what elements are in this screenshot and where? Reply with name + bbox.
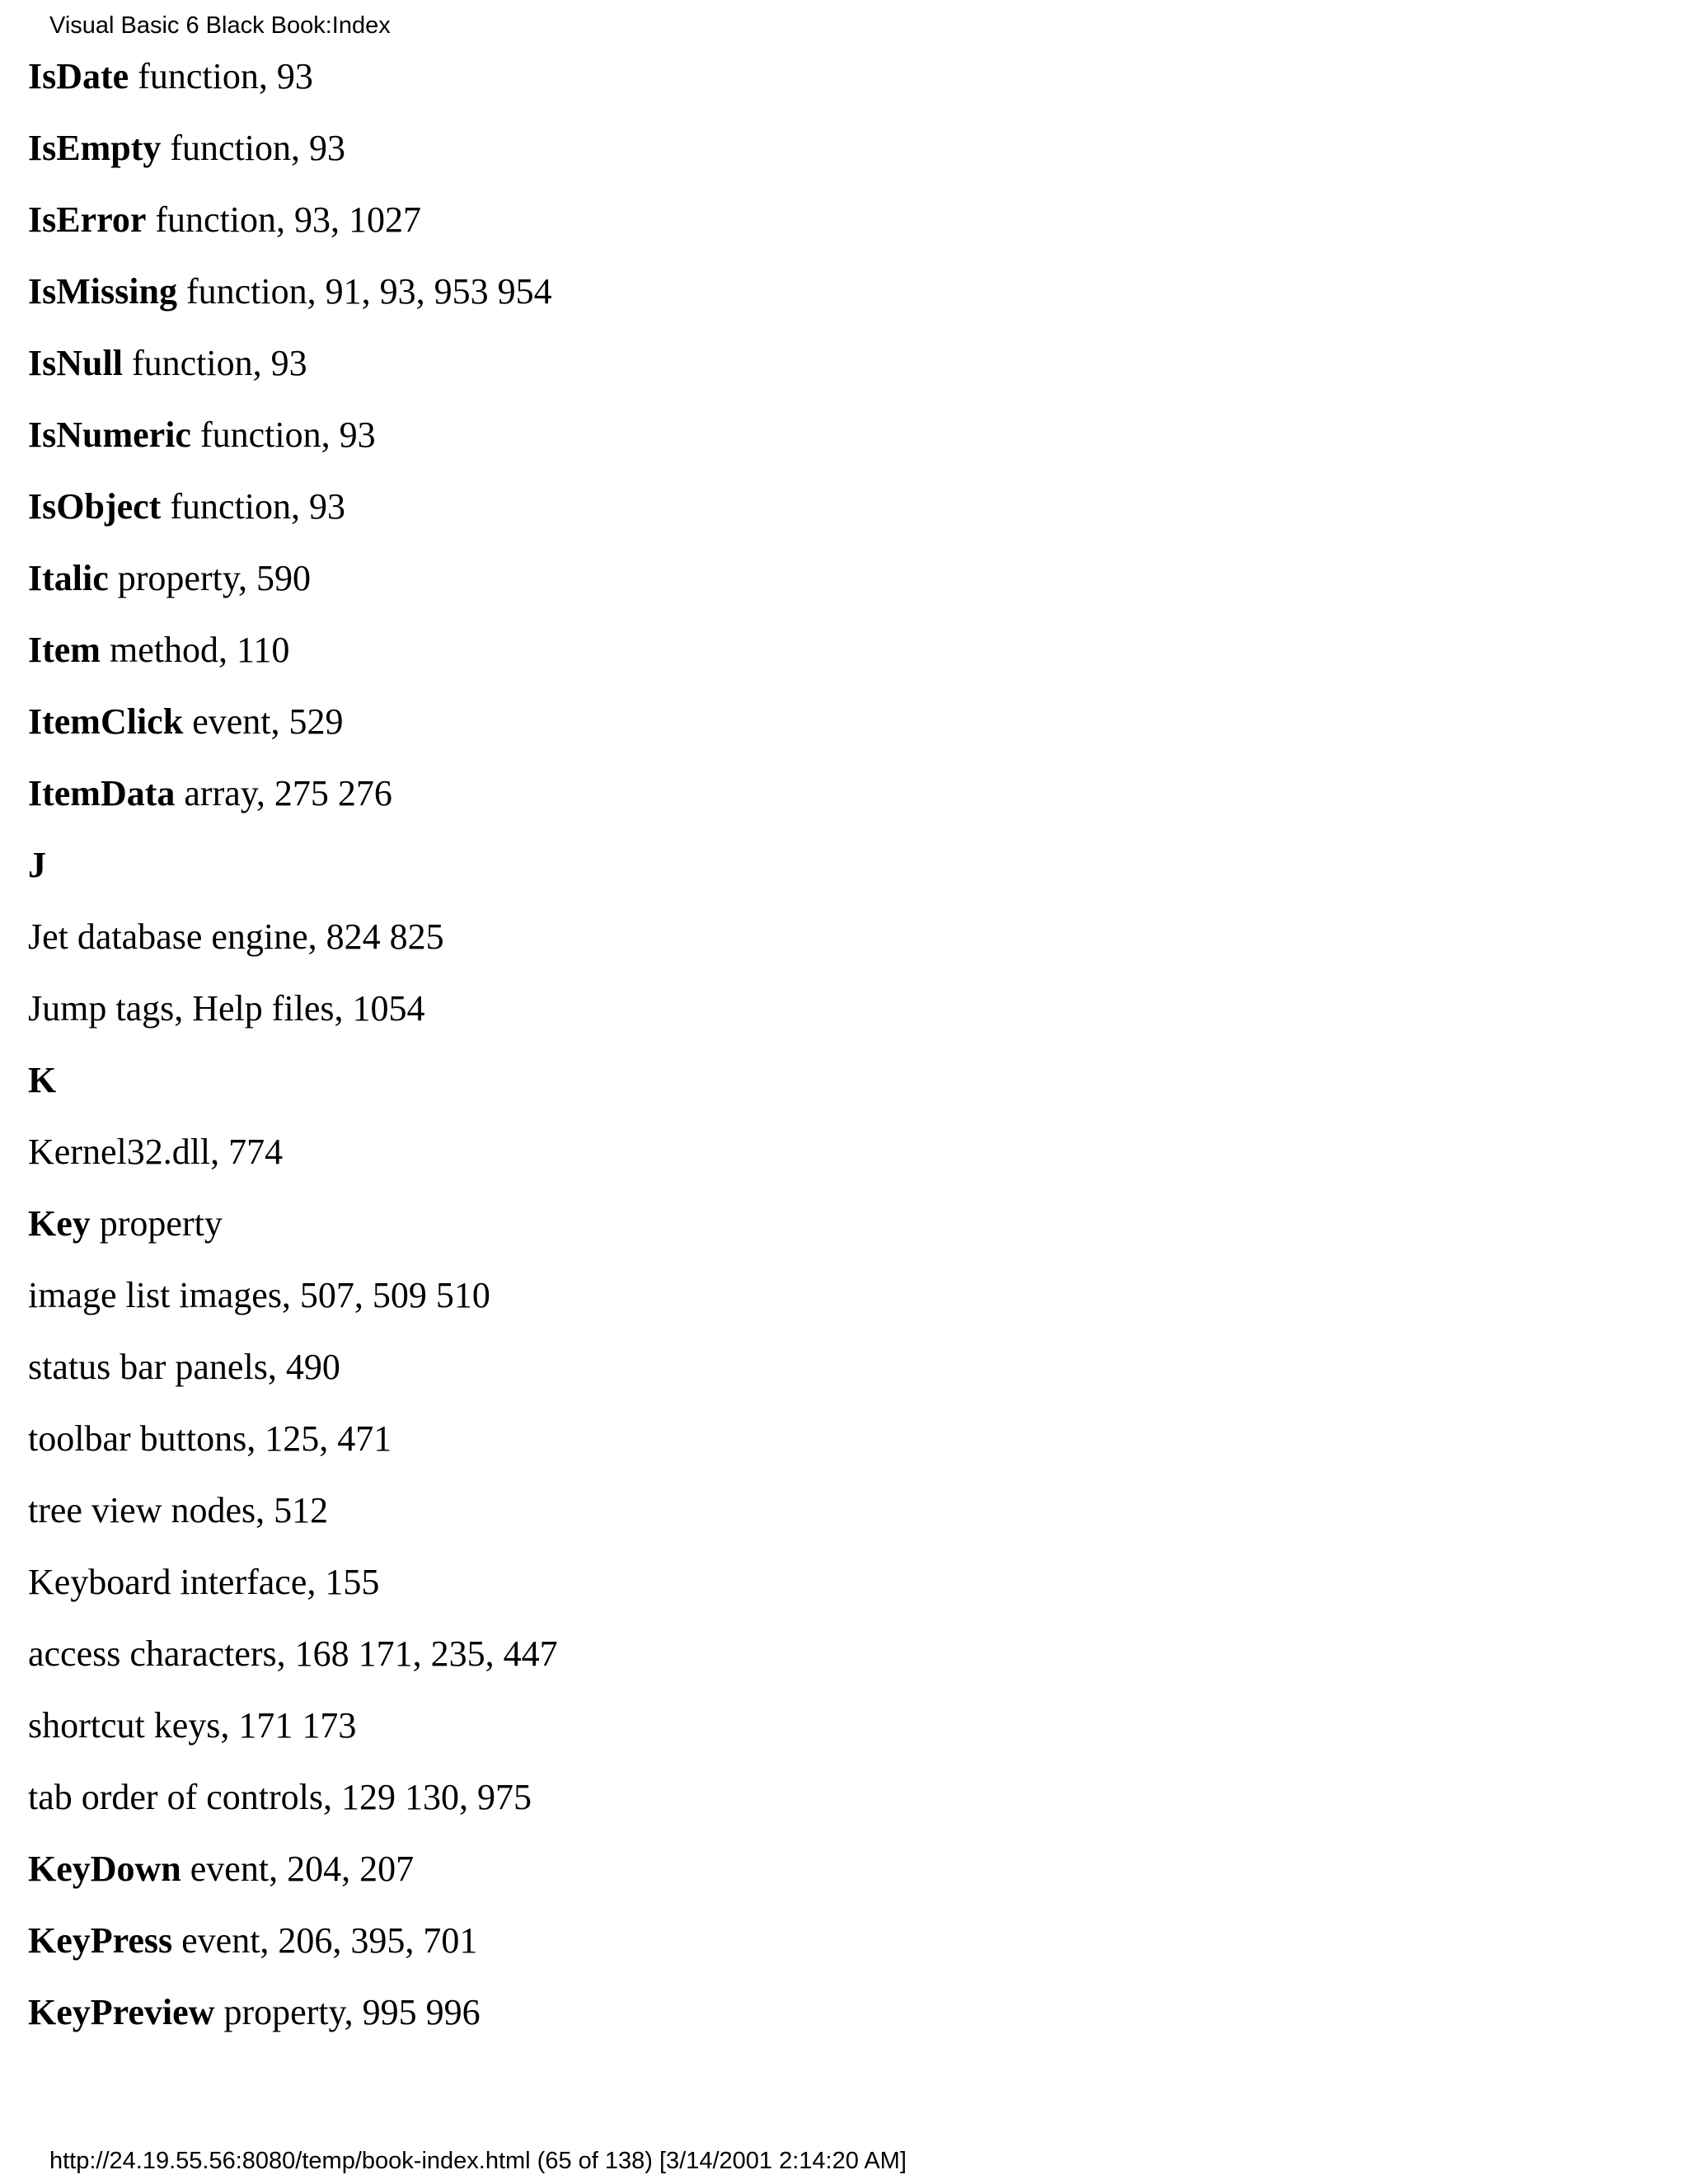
index-entry-key-property	[28, 1197, 558, 1268]
entry-text: function, 93	[161, 128, 346, 168]
index-subentry-tab-order	[28, 1770, 558, 1842]
entry-text: tab order of controls, 129 130, 975	[28, 1777, 532, 1817]
index-subentry-status-bar-panels	[28, 1340, 558, 1412]
entry-text: array, 275 276	[175, 773, 392, 813]
entry-term: IsNull	[28, 343, 123, 383]
entry-text: status bar panels, 490	[28, 1347, 340, 1387]
entry-text: event, 206, 395, 701	[172, 1920, 478, 1961]
index-entry-keyboard-interface	[28, 1555, 558, 1627]
entry-text: function, 93	[190, 415, 376, 455]
entry-term: IsDate	[28, 56, 129, 96]
entry-text: function, 93	[161, 486, 345, 527]
index-entry-kernel32	[28, 1125, 558, 1197]
section-letter-j	[28, 838, 558, 910]
entry-term: IsObject	[28, 486, 162, 527]
entry-text: Jump tags, Help files, 1054	[28, 988, 425, 1029]
entry-term: IsEmpty	[28, 128, 162, 168]
entry-term: Key	[28, 1203, 91, 1244]
entry-text: method, 110	[100, 630, 290, 670]
index-entry-isempty	[28, 121, 558, 193]
index-entry-isdate	[28, 49, 558, 121]
entry-term: Italic	[28, 558, 109, 598]
page-footer-url: http://24.19.55.56:8080/temp/book-index.html (65 of 138) [3/14/2001 2:14:20 AM]	[49, 2148, 907, 2174]
entry-text: event, 529	[183, 701, 344, 742]
entry-term: KeyPress	[28, 1920, 173, 1961]
entry-text: access characters, 168 171, 235, 447	[28, 1633, 558, 1674]
entry-text: Keyboard interface, 155	[28, 1562, 380, 1602]
index-entry-ismissing	[28, 265, 558, 336]
index-entry-itemdata	[28, 766, 558, 838]
index-list	[28, 49, 558, 2057]
index-entry-isnull	[28, 336, 558, 408]
index-entry-keypress	[28, 1914, 558, 1985]
index-entry-itemclick	[28, 695, 558, 766]
index-entry-italic	[28, 551, 558, 623]
entry-text: Kernel32.dll, 774	[28, 1132, 284, 1172]
entry-term: KeyPreview	[28, 1992, 215, 2032]
entry-text: function, 93	[122, 343, 307, 383]
entry-text: event, 204, 207	[181, 1849, 415, 1889]
entry-text: property, 590	[108, 558, 311, 598]
index-entry-iserror	[28, 193, 558, 265]
entry-text: property, 995 996	[214, 1992, 481, 2032]
index-subentry-access-characters	[28, 1627, 558, 1699]
index-subentry-tree-view-nodes	[28, 1483, 558, 1555]
index-entry-jump-tags	[28, 982, 558, 1053]
entry-text: tree view nodes, 512	[28, 1490, 329, 1530]
index-entry-jet-database-engine	[28, 910, 558, 982]
index-subentry-toolbar-buttons	[28, 1412, 558, 1483]
index-subentry-image-list-images	[28, 1268, 558, 1340]
index-entry-keypreview	[28, 1985, 558, 2057]
index-entry-item	[28, 623, 558, 695]
entry-text: toolbar buttons, 125, 471	[28, 1418, 392, 1459]
entry-text: property	[90, 1203, 223, 1244]
entry-term: IsError	[28, 199, 147, 240]
entry-text: shortcut keys, 171 173	[28, 1705, 357, 1746]
index-subentry-shortcut-keys	[28, 1699, 558, 1770]
page-header: Visual Basic 6 Black Book:Index	[49, 12, 391, 39]
entry-text: function, 93, 1027	[146, 199, 422, 240]
index-entry-isnumeric	[28, 408, 558, 480]
entry-text: function, 91, 93, 953 954	[176, 271, 552, 312]
entry-term: IsMissing	[28, 271, 177, 312]
section-letter: J	[28, 845, 46, 885]
index-entry-isobject	[28, 480, 558, 551]
section-letter: K	[28, 1060, 57, 1100]
entry-term: ItemClick	[28, 701, 184, 742]
index-entry-keydown	[28, 1842, 558, 1914]
entry-text: Jet database engine, 824 825	[28, 916, 444, 957]
entry-text: function, 93	[129, 56, 313, 96]
entry-term: KeyDown	[28, 1849, 181, 1889]
entry-term: IsNumeric	[28, 415, 191, 455]
entry-term: ItemData	[28, 773, 176, 813]
entry-term: Item	[28, 630, 101, 670]
section-letter-k	[28, 1053, 558, 1125]
entry-text: image list images, 507, 509 510	[28, 1275, 490, 1315]
